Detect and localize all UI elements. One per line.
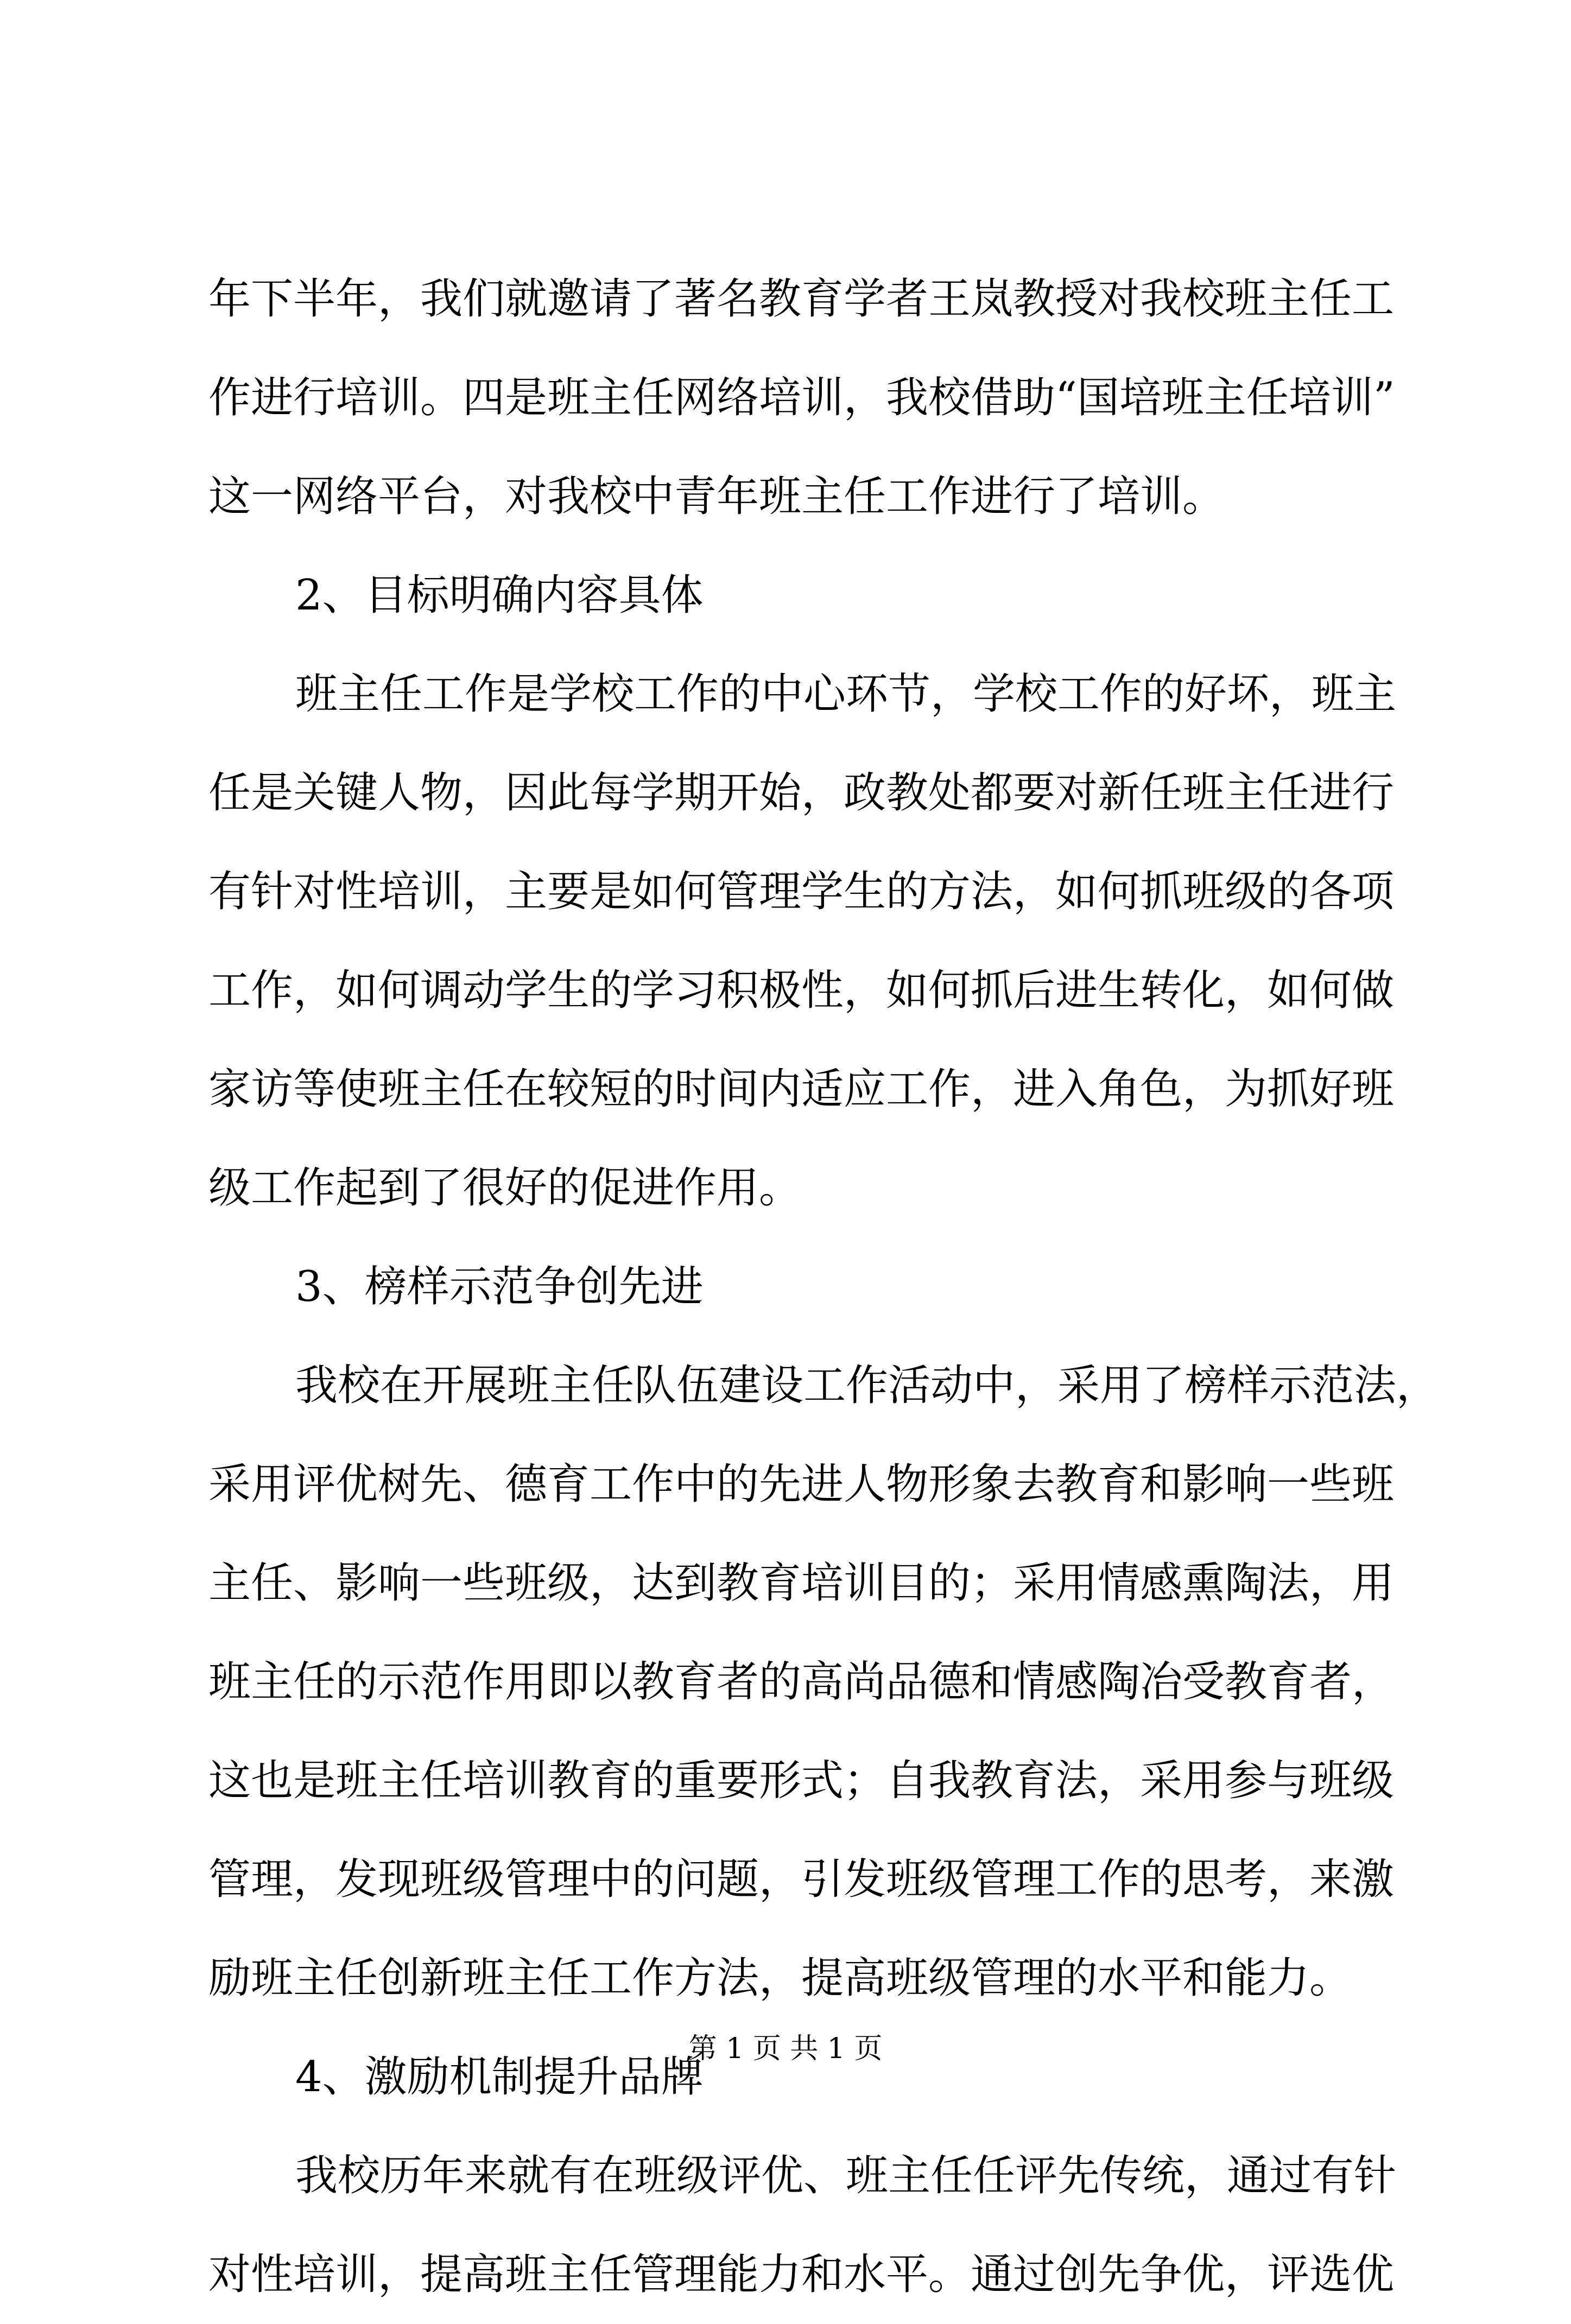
paragraph-line: 年下半年，我们就邀请了著名教育学者王岚教授对我校班主任工 [208, 275, 1395, 323]
paragraph-line: 我校在开展班主任队伍建设工作活动中，采用了榜样示范法， [295, 1361, 1439, 1410]
paragraph-line: 励班主任创新班主任工作方法，提高班级管理的水平和能力。 [208, 1954, 1352, 2003]
paragraph-line: 任是关键人物，因此每学期开始，政教处都要对新任班主任进行 [208, 769, 1395, 817]
paragraph-line: 班主任的示范作用即以教育者的高尚品德和情感陶冶受教育者， [208, 1658, 1395, 1706]
paragraph-line: 管理，发现班级管理中的问题，引发班级管理工作的思考，来激 [208, 1855, 1395, 1904]
paragraph-line: 班主任工作是学校工作的中心环节，学校工作的好坏，班主 [295, 670, 1397, 719]
section-heading: 2、目标明确内容具体 [295, 571, 704, 620]
paragraph-line: 采用评优树先、德育工作中的先进人物形象去教育和影响一些班 [208, 1460, 1395, 1509]
paragraph-line: 作进行培训。四是班主任网络培训，我校借助“国培班主任培训” [208, 373, 1395, 422]
paragraph-line: 我校历年来就有在班级评优、班主任任评先传统，通过有针 [295, 2151, 1397, 2200]
paragraph-line: 这一网络平台，对我校中青年班主任工作进行了培训。 [208, 472, 1225, 521]
paragraph-line: 对性培训，提高班主任管理能力和水平。通过创先争优，评选优 [208, 2250, 1395, 2299]
section-heading: 3、榜样示范争创先进 [295, 1262, 704, 1311]
document-body [208, 250, 1439, 2324]
page-footer: 第 1 页 共 1 页 [688, 2033, 883, 2065]
paragraph-line: 家访等使班主任在较短的时间内适应工作，进入角色，为抓好班 [208, 1065, 1395, 1114]
paragraph-line: 有针对性培训，主要是如何管理学生的方法，如何抓班级的各项 [208, 867, 1395, 916]
paragraph-line: 级工作起到了很好的促进作用。 [208, 1164, 802, 1212]
section-heading: 4、激励机制提升品牌 [295, 2053, 704, 2101]
paragraph-line: 这也是班主任培训教育的重要形式；自我教育法，采用参与班级 [208, 1756, 1395, 1805]
paragraph-line: 主任、影响一些班级，达到教育培训目的；采用情感熏陶法，用 [208, 1559, 1395, 1608]
paragraph-line: 工作，如何调动学生的学习积极性，如何抓后进生转化，如何做 [208, 966, 1395, 1015]
